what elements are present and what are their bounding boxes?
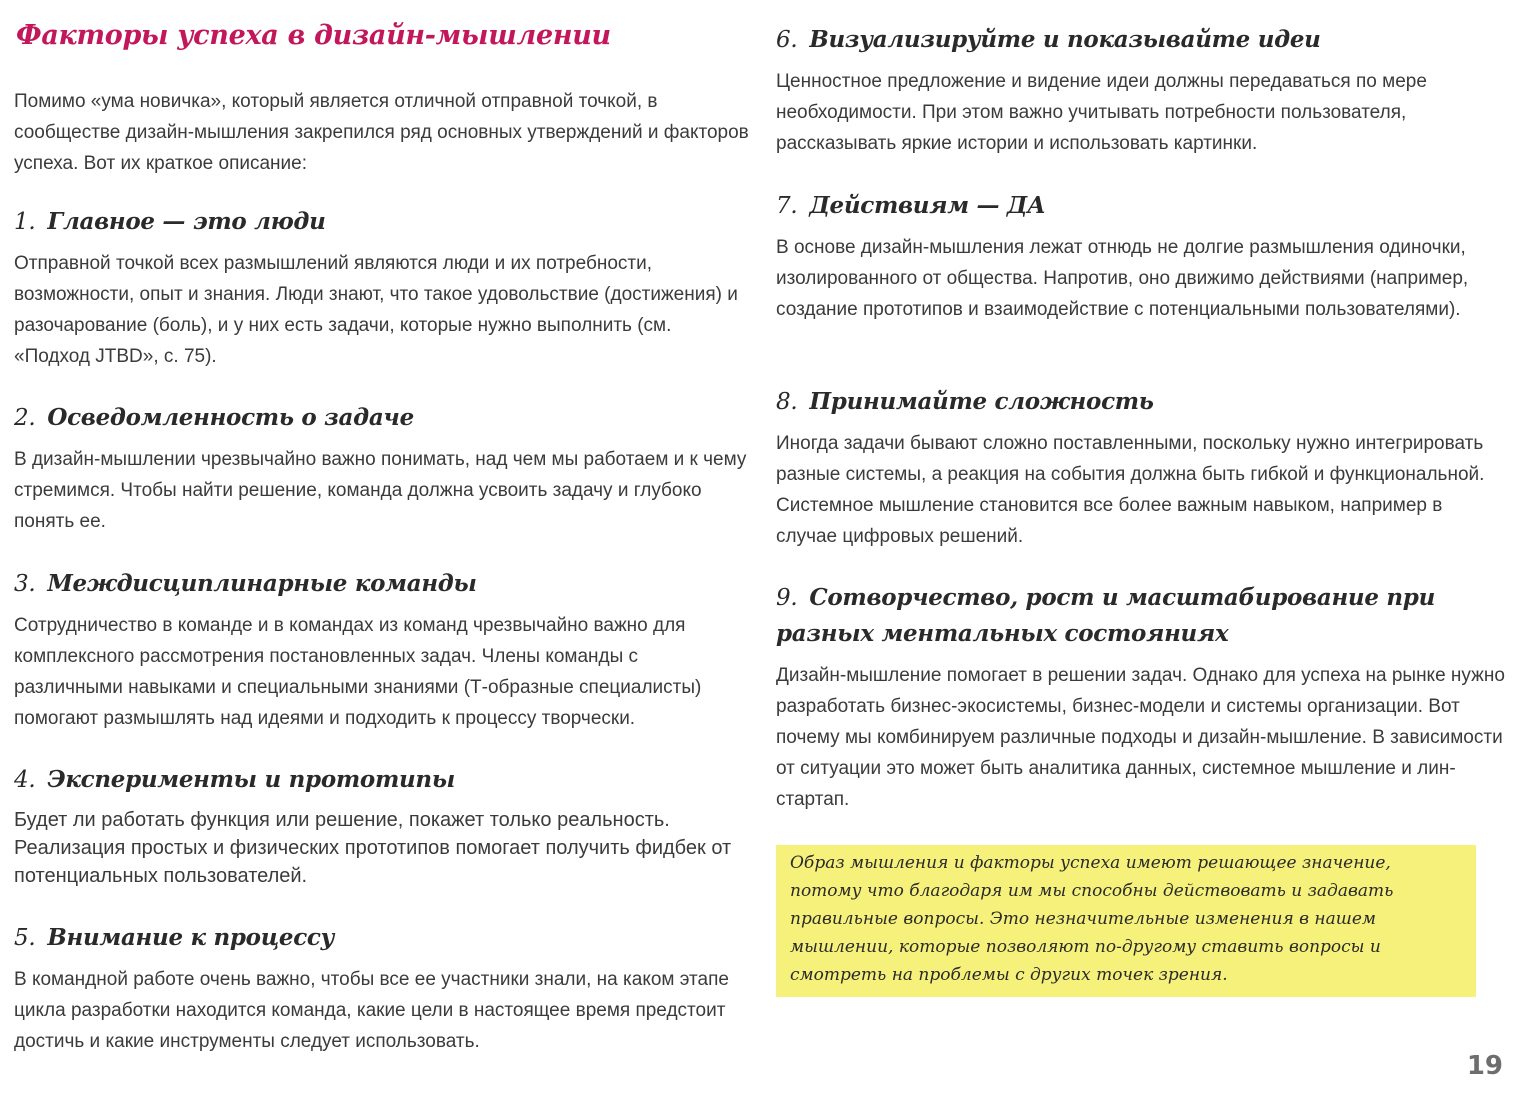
section-heading	[776, 384, 1506, 420]
section-title: Осведомленность о задаче	[47, 404, 414, 431]
section-people	[14, 204, 749, 372]
section-title: Междисциплинарные команды	[47, 570, 477, 597]
section-title: Сотворчество, рост и масштабирование при разных ментальных состояниях	[776, 584, 1436, 647]
section-title: Главное — это люди	[47, 208, 326, 235]
section-co-creation	[776, 580, 1506, 815]
section-body: В командной работе очень важно, чтобы все ее участники знали, на каком этапе цикла разработки находится команда, какие цели в настоящее время предстоит достичь и какие инструменты следует использовать.	[14, 969, 729, 1052]
section-embrace-complexity	[776, 384, 1506, 552]
section-heading	[14, 762, 749, 798]
section-number: 3.	[14, 571, 36, 597]
section-heading	[14, 400, 749, 436]
section-body: Ценностное предложение и видение идеи должны передаваться по мере необходимости. При этом важно учитывать потребности пользователя, рассказывать яркие истории и использовать картинки.	[776, 71, 1427, 154]
section-number: 5.	[14, 925, 36, 951]
section-heading	[776, 188, 1506, 224]
section-body: Отправной точкой всех размышлений являются люди и их потребности, возможности, опыт и знания. Люди знают, что такое удовольствие (достижения) и разочарование (боль), и у них есть задачи, которые нужно выполнить (см. «Подход JTBD», с. 75).	[14, 253, 738, 367]
page-title: Факторы успеха в дизайн-мышлении	[16, 20, 611, 51]
section-heading	[14, 920, 749, 956]
section-title: Действиям — ДА	[809, 192, 1046, 219]
section-experiments-prototypes	[14, 762, 749, 890]
section-title: Внимание к процессу	[47, 924, 335, 951]
section-task-awareness	[14, 400, 749, 537]
section-body: Иногда задачи бывают сложно поставленными, поскольку нужно интегрировать разные системы, а реакция на события должна быть гибкой и функциональной. Системное мышление становится все более важным навыком, например в случае цифровых решений.	[776, 433, 1485, 547]
highlighted-quote: Образ мышления и факторы успеха имеют решающее значение, потому что благодаря им мы способны действовать и задавать правильные вопросы. Это незначительные изменения в нашем мышлении, которые позволяют по-другому ставить вопросы и смотреть на проблемы с других точек зрения.	[776, 845, 1476, 997]
section-process-attention	[14, 920, 749, 1057]
section-title: Принимайте сложность	[809, 388, 1154, 415]
page-number: 19	[1466, 1051, 1503, 1081]
section-heading	[776, 580, 1506, 652]
section-body: В основе дизайн-мышления лежат отнюдь не долгие размышления одиночки, изолированного от общества. Напротив, оно движимо действиями (например, создание прототипов и взаимодействие с потенциальными пользователями).	[776, 237, 1469, 320]
intro-paragraph: Помимо «ума новичка», который является отличной отправной точкой, в сообществе дизайн-мышления закрепился ряд основных утверждений и факторов успеха. Вот их краткое описание:	[14, 91, 749, 174]
section-heading	[14, 566, 749, 602]
section-body: В дизайн-мышлении чрезвычайно важно понимать, над чем мы работаем и к чему стремимся. Чтобы найти решение, команда должна усвоить задачу и глубоко понять ее.	[14, 449, 747, 532]
section-interdisciplinary-teams	[14, 566, 749, 734]
section-number: 1.	[14, 209, 36, 235]
section-number: 2.	[14, 405, 36, 431]
section-body: Дизайн-мышление помогает в решении задач. Однако для успеха на рынке нужно разработать бизнес-экосистемы, бизнес-модели и системы организации. Вот почему мы комбинируем различные подходы и дизайн-мышление. В зависимости от ситуации это может быть аналитика данных, системное мышление и лин-стартап.	[776, 665, 1505, 810]
section-action-yes	[776, 188, 1506, 325]
section-title: Визуализируйте и показывайте идеи	[809, 26, 1321, 53]
section-number: 6.	[776, 27, 798, 53]
section-number: 4.	[14, 767, 36, 793]
section-number: 7.	[776, 193, 798, 219]
section-number: 8.	[776, 389, 798, 415]
section-title: Эксперименты и прототипы	[47, 766, 455, 793]
section-heading	[776, 22, 1506, 58]
section-visualize-ideas	[776, 22, 1506, 159]
section-body: Будет ли работать функция или решение, покажет только реальность. Реализация простых и физических прототипов помогает получить фидбек от потенциальных пользователей.	[14, 809, 732, 887]
section-heading	[14, 204, 749, 240]
section-body: Сотрудничество в команде и в командах из команд чрезвычайно важно для комплексного рассмотрения постановленных задач. Члены команды с различными навыками и специальными знаниями (Т-образные специалисты) помогают размышлять над идеями и подходить к процессу творчески.	[14, 615, 702, 729]
section-number: 9.	[776, 585, 798, 611]
